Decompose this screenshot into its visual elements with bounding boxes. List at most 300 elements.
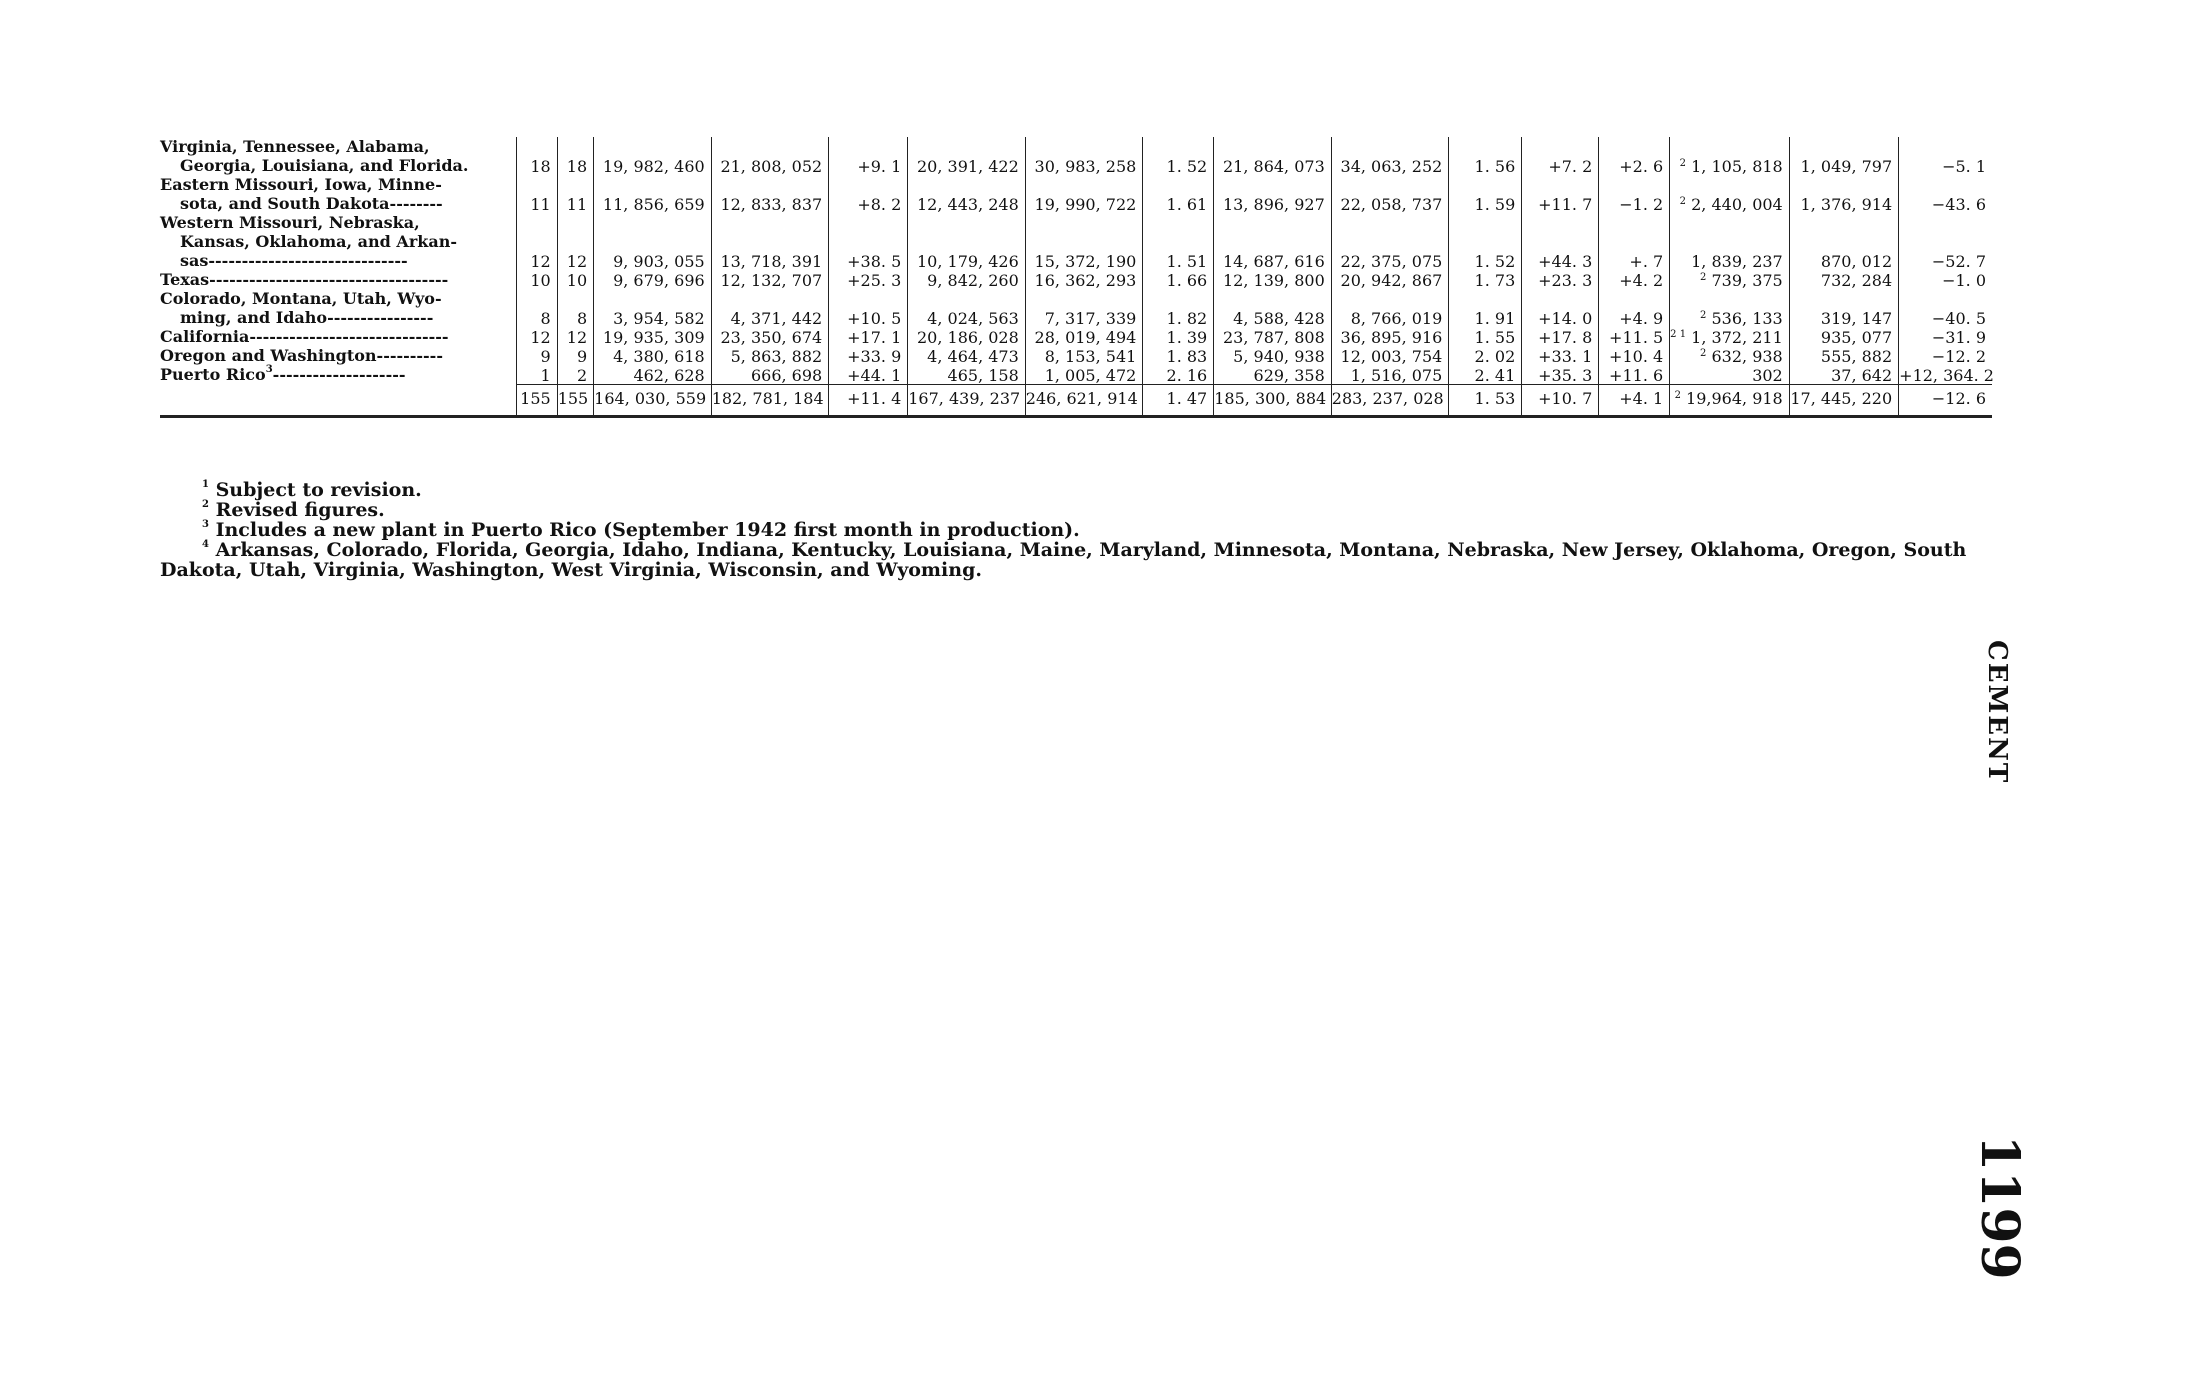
cell-value: 1. 82 xyxy=(1166,309,1208,328)
table-cell xyxy=(1670,137,1790,175)
cell-value: 870, 012 xyxy=(1820,252,1893,271)
cell-value: −43. 6 xyxy=(1931,195,1986,214)
cell-value: 9, 679, 696 xyxy=(613,271,705,290)
cell-value: +10. 7 xyxy=(1538,388,1593,408)
table-cell xyxy=(1899,213,1992,270)
table-cell xyxy=(711,346,829,365)
table-cell xyxy=(517,384,558,416)
table-cell xyxy=(1670,346,1790,365)
cell-value: 7, 317, 339 xyxy=(1044,309,1137,328)
cell-value: 2. 02 xyxy=(1474,347,1516,366)
table-cell xyxy=(1599,346,1670,365)
cell-value: 8 xyxy=(576,309,588,328)
cell-value: 1. 53 xyxy=(1474,388,1516,408)
cell-value: 11 xyxy=(566,195,588,214)
table-cell xyxy=(1670,365,1790,384)
table-cell xyxy=(1331,289,1449,327)
footnote-mark: 2 xyxy=(1700,310,1707,321)
cell-value: 2. 41 xyxy=(1474,365,1516,385)
cell-value: 12 xyxy=(566,328,588,347)
table-cell xyxy=(594,327,712,346)
cell-value: 1. 66 xyxy=(1166,271,1208,290)
table-cell xyxy=(829,175,908,213)
table-cell xyxy=(1143,175,1214,213)
table-cell xyxy=(1789,175,1898,213)
table-cell xyxy=(1331,365,1449,384)
table-cell xyxy=(1025,327,1143,346)
cell-value: 1. 52 xyxy=(1474,252,1516,271)
cell-value: 37, 642 xyxy=(1831,365,1893,385)
table-cell xyxy=(829,346,908,365)
row-label xyxy=(160,270,517,289)
cell-value: 9 xyxy=(540,347,551,366)
cell-value: −40. 5 xyxy=(1931,309,1986,328)
table-cell xyxy=(1599,365,1670,384)
cell-value: 1, 105, 818 xyxy=(1691,157,1783,176)
footnote xyxy=(160,500,1992,520)
footnote xyxy=(160,520,1992,540)
cell-value: 10 xyxy=(530,271,551,290)
table-row xyxy=(160,213,1992,270)
footnote-mark: 2 xyxy=(1700,272,1707,283)
table-cell xyxy=(1214,289,1332,327)
table-cell xyxy=(1789,365,1898,384)
cell-value: 1, 049, 797 xyxy=(1800,157,1893,176)
footnotes xyxy=(160,480,1992,580)
cell-value: +11. 5 xyxy=(1609,328,1664,347)
cell-value: 182, 781, 184 xyxy=(711,388,824,408)
footnote-text: Includes a new plant in Puerto Rico (September 1942 first month in production). xyxy=(208,519,1080,541)
cell-value: 8, 153, 541 xyxy=(1044,347,1137,366)
table-cell xyxy=(711,289,829,327)
footnote xyxy=(160,540,1992,580)
leader-dots: ------------------------------------ xyxy=(209,270,449,289)
table-cell xyxy=(1449,270,1522,289)
cell-value: +. 7 xyxy=(1629,252,1664,271)
table-cell xyxy=(1899,346,1992,365)
table-cell xyxy=(1522,137,1599,175)
cell-value: 12, 003, 754 xyxy=(1340,347,1443,366)
table-row xyxy=(160,175,1992,213)
cell-value: 28, 019, 494 xyxy=(1034,328,1137,347)
table-cell xyxy=(1522,346,1599,365)
table-cell xyxy=(908,384,1026,416)
cell-value: 185, 300, 884 xyxy=(1214,388,1327,408)
cell-value: 465, 158 xyxy=(947,365,1019,385)
cell-value: 1. 73 xyxy=(1474,271,1516,290)
cell-value: 4, 464, 473 xyxy=(927,347,1019,366)
cell-value: 1 xyxy=(540,365,551,385)
cell-value: +11. 4 xyxy=(847,388,902,408)
table-cell xyxy=(557,327,593,346)
cell-value: +35. 3 xyxy=(1538,365,1593,385)
cell-value: 12, 139, 800 xyxy=(1222,271,1325,290)
table-cell xyxy=(829,327,908,346)
table-cell xyxy=(1331,175,1449,213)
footnote-mark: 3 xyxy=(265,364,273,375)
table-cell xyxy=(517,270,558,289)
table-row xyxy=(160,365,1992,384)
table-cell xyxy=(1143,137,1214,175)
cell-value: 1, 005, 472 xyxy=(1044,365,1137,385)
cell-value: +10. 4 xyxy=(1609,347,1664,366)
cell-value: 34, 063, 252 xyxy=(1340,157,1443,176)
footnote-mark: 1 xyxy=(202,479,209,490)
cell-value: +12, 364. 2 xyxy=(1899,365,1994,385)
table-cell xyxy=(557,270,593,289)
table-cell xyxy=(1789,213,1898,270)
table-cell xyxy=(1670,213,1790,270)
cell-value: 23, 350, 674 xyxy=(720,328,823,347)
cell-value: 555, 882 xyxy=(1820,347,1893,366)
cell-value: 18 xyxy=(530,157,551,176)
table-cell xyxy=(1899,365,1992,384)
footnote-text: Arkansas, Colorado, Florida, Georgia, Idaho, Indiana, Kentucky, Louisiana, Maine, Maryland, Minnesota, Montana, Nebraska, New Jersey, Oklahoma, Oregon, South Dakota, Utah, Virginia, Washington, West Virginia, Wisconsin, and Wyoming. xyxy=(160,539,1967,581)
cell-value: 1. 55 xyxy=(1474,328,1516,347)
cell-value: 11 xyxy=(530,195,551,214)
table-cell xyxy=(829,384,908,416)
leader-dots: ------------------------------ xyxy=(249,327,449,346)
table-cell xyxy=(1449,346,1522,365)
cell-value: 1, 376, 914 xyxy=(1800,195,1893,214)
table-cell xyxy=(557,384,593,416)
cell-value: 11, 856, 659 xyxy=(602,195,705,214)
table-cell xyxy=(1899,137,1992,175)
table-cell xyxy=(517,175,558,213)
cell-value: 12 xyxy=(530,328,551,347)
running-head: CEMENT xyxy=(1982,640,2012,785)
cell-value: 12, 833, 837 xyxy=(720,195,823,214)
table-cell xyxy=(1789,289,1898,327)
table-cell xyxy=(594,270,712,289)
table-cell xyxy=(1899,384,1992,416)
cell-value: 1. 39 xyxy=(1166,328,1208,347)
table-cell xyxy=(1670,270,1790,289)
cell-value: −12. 6 xyxy=(1931,388,1986,408)
footnote-mark: 2 xyxy=(1679,158,1687,169)
cell-value: 13, 896, 927 xyxy=(1222,195,1325,214)
table-cell xyxy=(1025,175,1143,213)
cell-value: −52. 7 xyxy=(1931,252,1986,271)
footnote-mark: 4 xyxy=(202,539,209,550)
cell-value: 4, 380, 618 xyxy=(613,347,705,366)
table-cell xyxy=(1143,270,1214,289)
cell-value: +11. 7 xyxy=(1538,195,1593,214)
cell-value: 1, 516, 075 xyxy=(1350,365,1443,385)
cell-value: −1. 0 xyxy=(1942,271,1986,290)
cell-value: 246, 621, 914 xyxy=(1025,388,1138,408)
cell-value: 8 xyxy=(540,309,551,328)
table-cell xyxy=(517,327,558,346)
row-label xyxy=(160,346,517,365)
table-cell xyxy=(1449,289,1522,327)
cell-value: 1, 372, 211 xyxy=(1691,328,1783,347)
leader-dots: . xyxy=(462,156,469,175)
page-number: 1199 xyxy=(1969,1135,2030,1280)
table-cell xyxy=(517,365,558,384)
table-cell xyxy=(1522,384,1599,416)
row-label xyxy=(160,213,517,270)
cell-value: +10. 5 xyxy=(847,309,902,328)
cell-value: 20, 186, 028 xyxy=(917,328,1019,347)
footnote-text: Revised figures. xyxy=(208,499,385,521)
table-cell xyxy=(1025,346,1143,365)
cell-value: +8. 2 xyxy=(857,195,902,214)
table-cell xyxy=(1670,175,1790,213)
table-cell xyxy=(829,137,908,175)
footnote xyxy=(160,480,1992,500)
cell-value: 536, 133 xyxy=(1711,309,1783,328)
cell-value: 283, 237, 028 xyxy=(1331,388,1444,408)
row-label-line: sas------------------------------ xyxy=(180,251,408,270)
cell-value: 155 xyxy=(557,388,589,408)
table-cell xyxy=(1025,365,1143,384)
cell-value: 5, 863, 882 xyxy=(730,347,823,366)
table-cell xyxy=(908,137,1026,175)
cell-value: 13, 718, 391 xyxy=(720,252,823,271)
table-cell xyxy=(1025,213,1143,270)
table-cell xyxy=(711,213,829,270)
table-cell xyxy=(1449,327,1522,346)
cell-value: 5, 940, 938 xyxy=(1233,347,1325,366)
table-cell xyxy=(1789,327,1898,346)
cell-value: 22, 058, 737 xyxy=(1340,195,1443,214)
cell-value: 20, 942, 867 xyxy=(1340,271,1443,290)
table-cell xyxy=(1899,327,1992,346)
cell-value: 12 xyxy=(566,252,588,271)
row-label-line: California------------------------------ xyxy=(160,327,449,346)
cell-value: 10 xyxy=(566,271,588,290)
table-cell xyxy=(1143,365,1214,384)
cell-value: 629, 358 xyxy=(1253,365,1325,385)
cell-value: 9, 903, 055 xyxy=(613,252,705,271)
cell-value: +23. 3 xyxy=(1538,271,1593,290)
cell-value: 1, 839, 237 xyxy=(1691,252,1783,271)
cell-value: 30, 983, 258 xyxy=(1034,157,1137,176)
cell-value: 4, 024, 563 xyxy=(927,309,1019,328)
table-cell xyxy=(1449,365,1522,384)
cell-value: 21, 864, 073 xyxy=(1222,157,1325,176)
table-cell xyxy=(1599,137,1670,175)
footnote-mark: 2 1 xyxy=(1670,329,1687,340)
cell-value: 12, 443, 248 xyxy=(917,195,1019,214)
table-cell xyxy=(1143,213,1214,270)
row-label xyxy=(160,365,517,384)
cell-value: 22, 375, 075 xyxy=(1340,252,1443,271)
cell-value: 1. 51 xyxy=(1166,252,1208,271)
table-cell xyxy=(1599,270,1670,289)
table-cell xyxy=(1143,384,1214,416)
table-cell xyxy=(711,365,829,384)
table-cell xyxy=(1331,213,1449,270)
table-cell xyxy=(1522,213,1599,270)
row-label xyxy=(160,289,517,327)
table-cell xyxy=(557,289,593,327)
cell-value: +17. 1 xyxy=(847,328,902,347)
table-cell xyxy=(829,270,908,289)
cell-value: 12 xyxy=(530,252,551,271)
row-label-line: Colorado, Montana, Utah, Wyo- xyxy=(160,289,442,308)
cell-value: 12, 132, 707 xyxy=(720,271,823,290)
cell-value: 9, 842, 260 xyxy=(927,271,1019,290)
cell-value: +17. 8 xyxy=(1538,328,1593,347)
table-cell xyxy=(1331,327,1449,346)
table-cell xyxy=(1789,384,1898,416)
table-cell xyxy=(1522,365,1599,384)
table-row xyxy=(160,137,1992,175)
table-cell xyxy=(1522,270,1599,289)
row-label-line: sota, and South Dakota-------- xyxy=(180,194,443,213)
row-label-line: Puerto Rico$^3$-------------------- xyxy=(160,364,406,384)
table-cell xyxy=(908,289,1026,327)
table-cell xyxy=(594,384,712,416)
cell-value: 15, 372, 190 xyxy=(1034,252,1137,271)
total-label xyxy=(160,384,517,416)
leader-dots: ---------- xyxy=(376,346,443,365)
leader-dots: ---------------- xyxy=(327,308,434,327)
cell-value: +4. 1 xyxy=(1619,388,1664,408)
leader-dots: -------- xyxy=(389,194,443,213)
row-label-line: Georgia, Louisiana, and Florida. xyxy=(180,156,469,175)
table-cell xyxy=(908,346,1026,365)
cell-value: 1. 83 xyxy=(1166,347,1208,366)
cell-value: 10, 179, 426 xyxy=(917,252,1019,271)
row-label xyxy=(160,175,517,213)
row-label-line: Virginia, Tennessee, Alabama, xyxy=(160,137,430,156)
table-cell xyxy=(829,213,908,270)
table-body xyxy=(160,137,1992,416)
footnote-mark: 2 xyxy=(1700,348,1707,359)
table-cell xyxy=(1899,270,1992,289)
cell-value: +11. 6 xyxy=(1609,365,1664,385)
table-cell xyxy=(1599,213,1670,270)
cell-value: 2 xyxy=(576,365,588,385)
table-cell xyxy=(711,270,829,289)
table-cell xyxy=(1214,270,1332,289)
table-cell xyxy=(1789,137,1898,175)
table-row xyxy=(160,327,1992,346)
table-cell xyxy=(557,213,593,270)
cell-value: 2. 16 xyxy=(1166,365,1208,385)
table-cell xyxy=(1214,175,1332,213)
table-cell xyxy=(517,137,558,175)
row-label xyxy=(160,137,517,175)
footnote-mark: 2 xyxy=(1679,196,1687,207)
table-cell xyxy=(1899,175,1992,213)
cell-value: 167, 439, 237 xyxy=(908,388,1021,408)
table-cell xyxy=(1599,175,1670,213)
table-cell xyxy=(594,365,712,384)
table-cell xyxy=(908,365,1026,384)
table-cell xyxy=(1331,384,1449,416)
cell-value: 19, 935, 309 xyxy=(602,328,705,347)
table-cell xyxy=(1670,384,1790,416)
table-cell xyxy=(517,346,558,365)
table-cell xyxy=(1025,289,1143,327)
cell-value: 155 xyxy=(520,388,551,408)
row-label-line: Eastern Missouri, Iowa, Minne- xyxy=(160,175,442,194)
cell-value: 19,964, 918 xyxy=(1686,388,1783,408)
row-label xyxy=(160,327,517,346)
cell-value: +25. 3 xyxy=(847,271,902,290)
cell-value: 632, 938 xyxy=(1711,347,1783,366)
table-cell xyxy=(1449,175,1522,213)
table-cell xyxy=(1331,346,1449,365)
cell-value: 21, 808, 052 xyxy=(720,157,823,176)
cell-value: 935, 077 xyxy=(1820,328,1893,347)
table-cell xyxy=(594,137,712,175)
cell-value: 9 xyxy=(576,347,588,366)
table-cell xyxy=(1143,327,1214,346)
cell-value: 23, 787, 808 xyxy=(1222,328,1325,347)
table-cell xyxy=(1449,137,1522,175)
table-cell xyxy=(1449,384,1522,416)
table-cell xyxy=(1522,327,1599,346)
cell-value: 20, 391, 422 xyxy=(917,157,1019,176)
table-cell xyxy=(1599,327,1670,346)
cell-value: 1. 47 xyxy=(1166,388,1208,408)
table-cell xyxy=(557,346,593,365)
table-cell xyxy=(1599,289,1670,327)
table-cell xyxy=(1331,270,1449,289)
cell-value: 3, 954, 582 xyxy=(613,309,705,328)
total-row xyxy=(160,384,1992,416)
table-cell xyxy=(908,270,1026,289)
table-cell xyxy=(594,213,712,270)
row-label-line: Texas------------------------------------ xyxy=(160,270,449,289)
cell-value: 739, 375 xyxy=(1711,271,1783,290)
cell-value: −12. 2 xyxy=(1931,347,1986,366)
table-cell xyxy=(908,327,1026,346)
cell-value: 319, 147 xyxy=(1820,309,1893,328)
cell-value: 732, 284 xyxy=(1820,271,1893,290)
table-cell xyxy=(908,213,1026,270)
table-cell xyxy=(557,175,593,213)
table-cell xyxy=(1143,289,1214,327)
table-cell xyxy=(1331,137,1449,175)
cell-value: 1. 61 xyxy=(1166,195,1208,214)
table-cell xyxy=(711,175,829,213)
table-row xyxy=(160,289,1992,327)
table-cell xyxy=(908,175,1026,213)
table-cell xyxy=(1025,270,1143,289)
table-cell xyxy=(1214,346,1332,365)
table-cell xyxy=(1789,270,1898,289)
cell-value: 1. 59 xyxy=(1474,195,1516,214)
cell-value: +4. 9 xyxy=(1619,309,1664,328)
cell-value: +2. 6 xyxy=(1619,157,1664,176)
table-cell xyxy=(517,213,558,270)
table-cell xyxy=(1789,346,1898,365)
footnote-mark: 2 xyxy=(202,499,209,510)
table-cell xyxy=(1143,346,1214,365)
cell-value: 164, 030, 559 xyxy=(594,388,707,408)
table-cell xyxy=(711,327,829,346)
table-cell xyxy=(557,137,593,175)
cell-value: 462, 628 xyxy=(633,365,705,385)
table-cell xyxy=(594,346,712,365)
cell-value: +38. 5 xyxy=(847,252,902,271)
footnote-mark: 3 xyxy=(202,519,209,530)
table-cell xyxy=(1214,384,1332,416)
cell-value: 1. 52 xyxy=(1166,157,1208,176)
cell-value: 2, 440, 004 xyxy=(1691,195,1783,214)
cell-value: +9. 1 xyxy=(857,157,902,176)
footnote-text: Subject to revision. xyxy=(208,479,422,501)
table-row xyxy=(160,346,1992,365)
row-label-line: Western Missouri, Nebraska, xyxy=(160,213,420,232)
table-cell xyxy=(1599,384,1670,416)
